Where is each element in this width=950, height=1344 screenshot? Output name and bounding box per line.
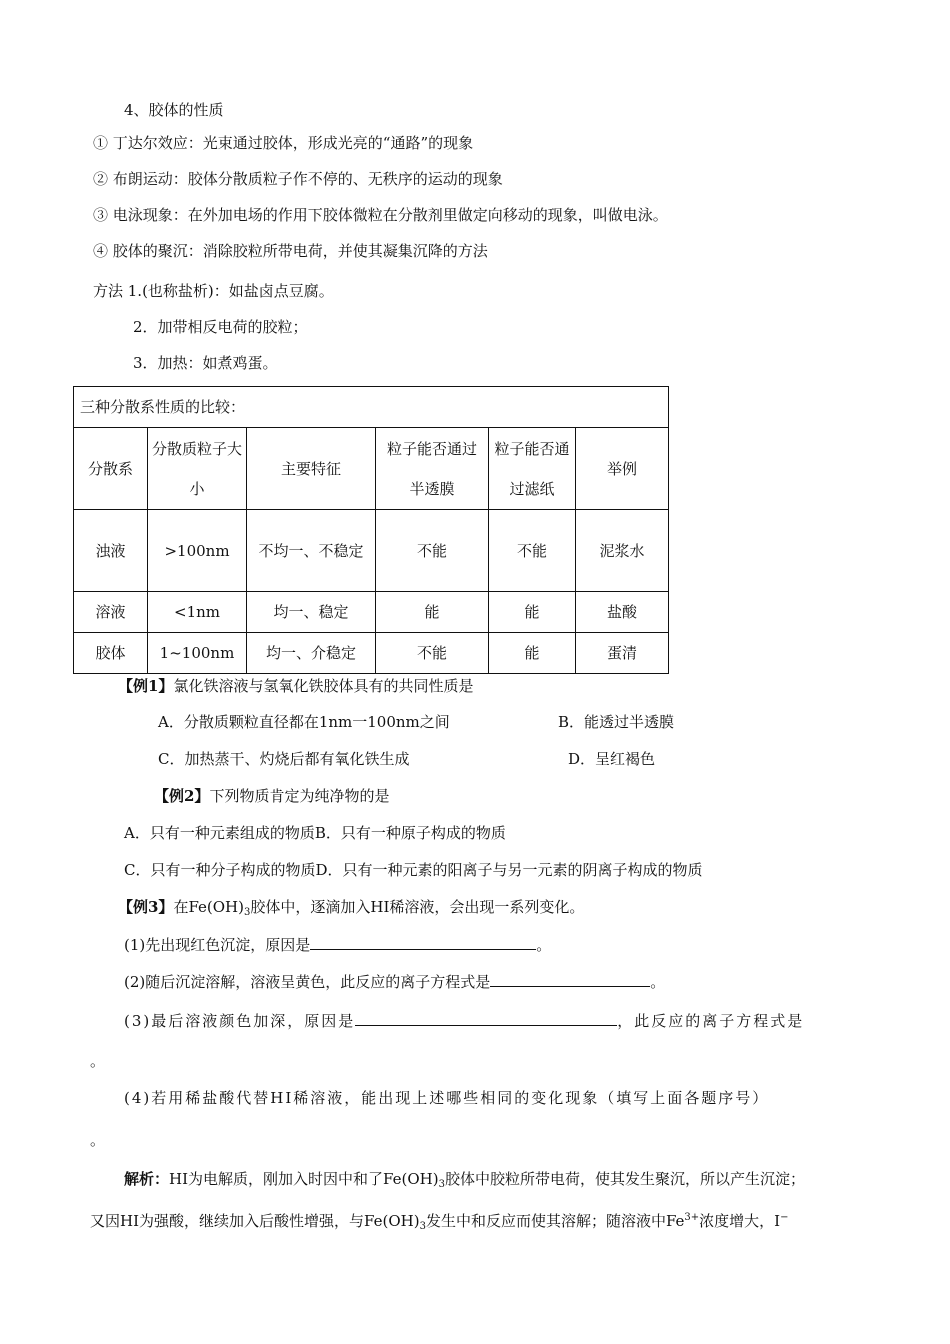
property-item-coagulation: ④ 胶体的聚沉：消除胶粒所带电荷，并使其凝集沉降的方法 — [93, 242, 488, 260]
part2-text: (2)随后沉淀溶解，溶液呈黄色，此反应的离子方程式是 — [124, 973, 491, 991]
table-cell: <1nm — [148, 592, 247, 633]
property-item-tyndall: ① 丁达尔效应：光束通过胶体，形成光亮的“通路”的现象 — [93, 134, 474, 152]
table-row — [74, 633, 669, 674]
part3-end: ，此反应的离子方程式是 — [617, 1012, 805, 1030]
table-title-row — [74, 387, 669, 428]
table-cell: 泥浆水 — [576, 510, 669, 592]
method-3: 3．加热：如煮鸡蛋。 — [133, 354, 278, 372]
table-row — [74, 592, 669, 633]
table-cell: 胶体 — [74, 633, 148, 674]
table-cell: 盐酸 — [576, 592, 669, 633]
table-cell: 能 — [489, 633, 576, 674]
table-cell: 不能 — [376, 510, 489, 592]
example3-text-b: 胶体中，逐滴加入HI稀溶液，会出现一系列变化。 — [250, 898, 585, 916]
analysis-label: 解析： — [124, 1170, 170, 1188]
example3-part1 — [124, 933, 551, 956]
example3-question — [118, 896, 584, 924]
example2-tag: 【例2】 — [154, 787, 210, 805]
example1-option-b: B．能透过半透膜 — [558, 713, 675, 731]
example2-text: 下列物质肯定为纯净物的是 — [209, 787, 390, 805]
header-cell: 分散系 — [74, 428, 148, 510]
table-cell: 不能 — [376, 633, 489, 674]
analysis-line-2 — [90, 1207, 788, 1238]
example3-part3 — [124, 1009, 804, 1032]
analysis-text-1b: 胶体中胶粒所带电荷，使其发生聚沉，所以产生沉淀； — [444, 1170, 805, 1188]
table-cell: 不能 — [489, 510, 576, 592]
header-cell: 举例 — [576, 428, 669, 510]
analysis-line-1 — [124, 1168, 805, 1196]
example2-question — [154, 785, 389, 807]
part1-end: 。 — [536, 936, 552, 954]
example3-tag: 【例3】 — [118, 898, 174, 916]
table-cell: 1~100nm — [148, 633, 247, 674]
method-1: 方法 1.(也称盐析)：如盐卤点豆腐。 — [93, 282, 334, 300]
example2-options-cd: C．只有一种分子构成的物质D．只有一种元素的阳离子与另一元素的阴离子构成的物质 — [124, 861, 703, 879]
example1-option-d: D．呈红褐色 — [568, 750, 656, 768]
part3-text: (3)最后溶液颜色加深，原因是 — [124, 1012, 356, 1030]
header-cell: 粒子能否通过滤纸 — [489, 428, 576, 510]
analysis-text-1a: HI为电解质，刚加入时因中和了Fe(OH) — [169, 1170, 439, 1188]
table-cell: 能 — [376, 592, 489, 633]
table-row — [74, 510, 669, 592]
table-cell: 蛋清 — [576, 633, 669, 674]
comparison-table — [73, 386, 669, 674]
example1-option-c: C．加热蒸干、灼烧后都有氧化铁生成 — [158, 750, 410, 768]
table-cell: 均一、介稳定 — [247, 633, 376, 674]
example3-part4-tail: 。 — [90, 1131, 106, 1149]
table-cell: 能 — [489, 592, 576, 633]
example3-part3-tail: 。 — [90, 1052, 106, 1070]
table-cell: 溶液 — [74, 592, 148, 633]
part2-end: 。 — [650, 973, 666, 991]
example3-text-a: 在Fe(OH) — [173, 898, 244, 916]
answer-blank-3[interactable] — [355, 1009, 617, 1026]
table-header-row — [74, 428, 669, 510]
example3-part2 — [124, 970, 665, 993]
property-item-electrophoresis: ③ 电泳现象：在外加电场的作用下胶体微粒在分散剂里做定向移动的现象，叫做电泳。 — [93, 206, 668, 224]
answer-blank-1[interactable] — [310, 933, 536, 950]
example2-options-ab: A．只有一种元素组成的物质B．只有一种原子构成的物质 — [124, 824, 506, 842]
analysis-subscript-1: 3 — [438, 1179, 445, 1190]
analysis-superscript-1: 3+ — [684, 1212, 700, 1223]
table-title: 三种分散系性质的比较： — [74, 387, 669, 428]
method-2: 2．加带相反电荷的胶粒； — [133, 318, 308, 336]
property-item-brownian: ② 布朗运动：胶体分散质粒子作不停的、无秩序的运动的现象 — [93, 170, 503, 188]
table-cell: >100nm — [148, 510, 247, 592]
table-cell: 不均一、不稳定 — [247, 510, 376, 592]
header-cell: 粒子能否通过半透膜 — [376, 428, 489, 510]
example1-tag: 【例1】 — [118, 677, 174, 695]
analysis-text-2b: 发生中和反应而使其溶解；随溶液中Fe — [425, 1212, 685, 1230]
section-heading: 4、胶体的性质 — [124, 101, 224, 119]
example1-text: 氯化铁溶液与氢氧化铁胶体具有的共同性质是 — [173, 677, 474, 695]
header-cell: 分散质粒子大小 — [148, 428, 247, 510]
analysis-text-2c: 浓度增大，I — [699, 1212, 781, 1230]
table-cell: 浊液 — [74, 510, 148, 592]
example1-question — [118, 675, 473, 697]
example1-option-a: A．分散质颗粒直径都在1nm一100nm之间 — [158, 713, 450, 731]
analysis-superscript-2: − — [780, 1212, 789, 1223]
header-cell: 主要特征 — [247, 428, 376, 510]
part1-text: (1)先出现红色沉淀，原因是 — [124, 936, 311, 954]
example3-part4: (4)若用稀盐酸代替HI稀溶液，能出现上述哪些相同的变化现象（填写上面各题序号） — [124, 1089, 770, 1107]
table-cell: 均一、稳定 — [247, 592, 376, 633]
analysis-subscript-2: 3 — [419, 1221, 426, 1232]
answer-blank-2[interactable] — [490, 970, 650, 987]
analysis-text-2a: 又因HI为强酸，继续加入后酸性增强，与Fe(OH) — [90, 1212, 420, 1230]
example3-subscript: 3 — [244, 907, 251, 918]
